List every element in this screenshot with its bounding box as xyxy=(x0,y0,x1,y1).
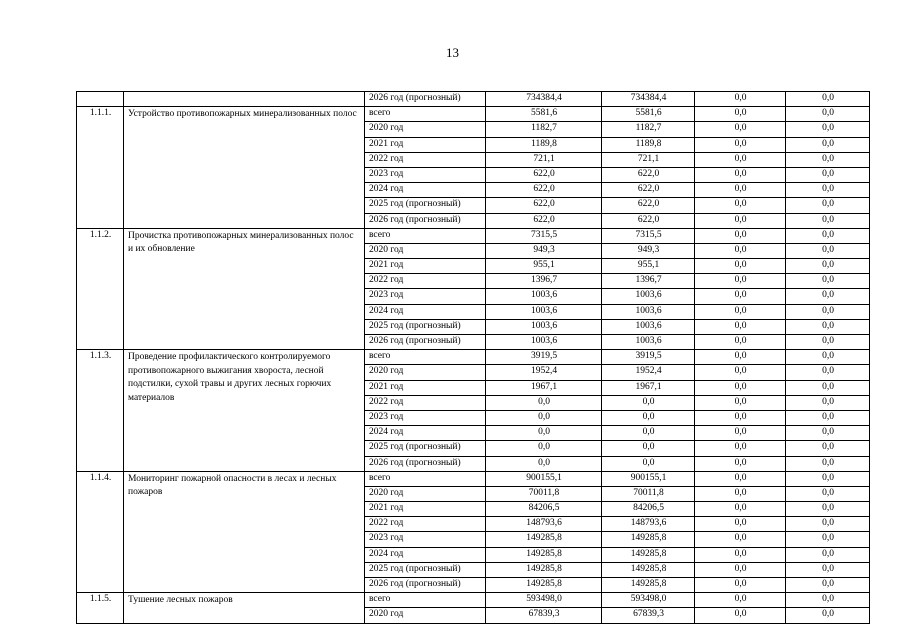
value-cell: 0,0 xyxy=(602,456,695,471)
value-cell: 1003,6 xyxy=(602,319,695,334)
period-cell: 2025 год (прогнозный) xyxy=(365,319,486,334)
value-cell: 0,0 xyxy=(695,608,786,623)
value-cell: 0,0 xyxy=(486,410,602,425)
value-cell: 0,0 xyxy=(786,517,870,532)
item-code: 1.1.4. xyxy=(77,471,124,593)
value-cell: 0,0 xyxy=(602,441,695,456)
value-cell: 0,0 xyxy=(602,395,695,410)
value-cell: 0,0 xyxy=(786,486,870,501)
period-cell: 2021 год xyxy=(365,380,486,395)
value-cell: 0,0 xyxy=(786,456,870,471)
value-cell: 0,0 xyxy=(695,456,786,471)
period-cell: 2020 год xyxy=(365,608,486,623)
value-cell: 0,0 xyxy=(786,410,870,425)
value-cell: 0,0 xyxy=(786,137,870,152)
value-cell: 734384,4 xyxy=(486,92,602,107)
period-cell: 2023 год xyxy=(365,289,486,304)
value-cell: 149285,8 xyxy=(602,578,695,593)
value-cell: 0,0 xyxy=(786,471,870,486)
value-cell: 1396,7 xyxy=(602,274,695,289)
value-cell: 0,0 xyxy=(786,608,870,623)
period-cell: 2022 год xyxy=(365,517,486,532)
value-cell: 149285,8 xyxy=(486,562,602,577)
period-cell: 2025 год (прогнозный) xyxy=(365,441,486,456)
value-cell: 0,0 xyxy=(695,410,786,425)
value-cell: 70011,8 xyxy=(602,486,695,501)
value-cell: 0,0 xyxy=(602,410,695,425)
value-cell: 593498,0 xyxy=(486,593,602,608)
budget-table xyxy=(76,91,870,624)
table-row xyxy=(77,107,870,122)
value-cell: 900155,1 xyxy=(486,471,602,486)
value-cell: 0,0 xyxy=(786,380,870,395)
value-cell: 1189,8 xyxy=(602,137,695,152)
value-cell: 1003,6 xyxy=(486,304,602,319)
value-cell: 0,0 xyxy=(695,213,786,228)
value-cell: 0,0 xyxy=(695,274,786,289)
value-cell: 0,0 xyxy=(695,517,786,532)
value-cell: 622,0 xyxy=(602,213,695,228)
value-cell: 3919,5 xyxy=(486,350,602,365)
value-cell: 149285,8 xyxy=(486,578,602,593)
period-cell: 2022 год xyxy=(365,152,486,167)
value-cell: 622,0 xyxy=(486,213,602,228)
period-cell: 2020 год xyxy=(365,365,486,380)
value-cell: 149285,8 xyxy=(486,532,602,547)
value-cell: 622,0 xyxy=(602,198,695,213)
value-cell: 1003,6 xyxy=(602,289,695,304)
value-cell: 1189,8 xyxy=(486,137,602,152)
value-cell: 0,0 xyxy=(695,593,786,608)
value-cell: 148793,6 xyxy=(486,517,602,532)
period-cell: всего xyxy=(365,593,486,608)
value-cell: 70011,8 xyxy=(486,486,602,501)
value-cell: 0,0 xyxy=(695,486,786,501)
value-cell: 149285,8 xyxy=(602,547,695,562)
period-cell: всего xyxy=(365,471,486,486)
value-cell: 900155,1 xyxy=(602,471,695,486)
value-cell: 0,0 xyxy=(695,365,786,380)
value-cell: 0,0 xyxy=(695,578,786,593)
value-cell: 0,0 xyxy=(786,562,870,577)
period-cell: 2025 год (прогнозный) xyxy=(365,198,486,213)
value-cell: 0,0 xyxy=(786,304,870,319)
value-cell: 0,0 xyxy=(786,198,870,213)
table-row xyxy=(77,228,870,243)
page-number: 13 xyxy=(446,45,459,60)
value-cell: 0,0 xyxy=(695,319,786,334)
value-cell: 149285,8 xyxy=(486,547,602,562)
value-cell: 1952,4 xyxy=(602,365,695,380)
item-name: Проведение профилактического контролируемого противопожарного выжигания хвороста, лесной подстилки, сухой травы и других лесных горючих материалов xyxy=(124,350,365,472)
value-cell: 955,1 xyxy=(486,259,602,274)
table-row xyxy=(77,92,870,107)
value-cell: 622,0 xyxy=(486,198,602,213)
item-code: 1.1.3. xyxy=(77,350,124,472)
period-cell: 2021 год xyxy=(365,502,486,517)
value-cell: 949,3 xyxy=(602,243,695,258)
period-cell: 2023 год xyxy=(365,532,486,547)
period-cell: 2024 год xyxy=(365,426,486,441)
period-cell: всего xyxy=(365,350,486,365)
value-cell: 0,0 xyxy=(786,243,870,258)
item-code: 1.1.1. xyxy=(77,107,124,229)
period-cell: 2024 год xyxy=(365,183,486,198)
value-cell: 0,0 xyxy=(786,532,870,547)
period-cell: 2020 год xyxy=(365,486,486,501)
period-cell: 2021 год xyxy=(365,259,486,274)
value-cell: 622,0 xyxy=(486,183,602,198)
table-row xyxy=(77,471,870,486)
value-cell: 0,0 xyxy=(786,335,870,350)
value-cell: 0,0 xyxy=(695,228,786,243)
period-cell: 2023 год xyxy=(365,410,486,425)
value-cell: 955,1 xyxy=(602,259,695,274)
item-name: Тушение лесных пожаров xyxy=(124,593,365,623)
value-cell: 0,0 xyxy=(486,441,602,456)
period-cell: 2026 год (прогнозный) xyxy=(365,456,486,471)
value-cell: 149285,8 xyxy=(602,562,695,577)
value-cell: 1003,6 xyxy=(486,319,602,334)
value-cell: 0,0 xyxy=(786,350,870,365)
value-cell: 0,0 xyxy=(786,107,870,122)
value-cell: 0,0 xyxy=(786,92,870,107)
table-row xyxy=(77,350,870,365)
value-cell: 0,0 xyxy=(695,426,786,441)
value-cell: 0,0 xyxy=(786,593,870,608)
value-cell: 0,0 xyxy=(695,532,786,547)
value-cell: 0,0 xyxy=(486,426,602,441)
value-cell: 0,0 xyxy=(786,547,870,562)
value-cell: 0,0 xyxy=(695,380,786,395)
value-cell: 0,0 xyxy=(695,92,786,107)
value-cell: 949,3 xyxy=(486,243,602,258)
table-row xyxy=(77,593,870,608)
value-cell: 0,0 xyxy=(695,167,786,182)
value-cell: 5581,6 xyxy=(486,107,602,122)
value-cell: 0,0 xyxy=(786,578,870,593)
value-cell: 0,0 xyxy=(786,152,870,167)
value-cell: 0,0 xyxy=(695,304,786,319)
value-cell: 0,0 xyxy=(695,562,786,577)
value-cell: 0,0 xyxy=(695,441,786,456)
value-cell: 622,0 xyxy=(602,167,695,182)
value-cell: 0,0 xyxy=(786,289,870,304)
value-cell: 0,0 xyxy=(786,213,870,228)
period-cell: 2023 год xyxy=(365,167,486,182)
value-cell: 1967,1 xyxy=(486,380,602,395)
value-cell: 0,0 xyxy=(695,198,786,213)
period-cell: всего xyxy=(365,228,486,243)
value-cell: 0,0 xyxy=(786,395,870,410)
value-cell: 0,0 xyxy=(786,319,870,334)
value-cell: 7315,5 xyxy=(486,228,602,243)
value-cell: 0,0 xyxy=(695,122,786,137)
period-cell: 2021 год xyxy=(365,137,486,152)
value-cell: 0,0 xyxy=(786,259,870,274)
period-cell: 2020 год xyxy=(365,122,486,137)
value-cell: 5581,6 xyxy=(602,107,695,122)
value-cell: 0,0 xyxy=(695,243,786,258)
value-cell: 0,0 xyxy=(786,502,870,517)
value-cell: 622,0 xyxy=(486,167,602,182)
value-cell: 0,0 xyxy=(486,395,602,410)
period-cell: 2026 год (прогнозный) xyxy=(365,335,486,350)
value-cell: 0,0 xyxy=(695,350,786,365)
period-cell: 2024 год xyxy=(365,304,486,319)
value-cell: 0,0 xyxy=(786,441,870,456)
value-cell: 0,0 xyxy=(602,426,695,441)
value-cell: 1003,6 xyxy=(602,304,695,319)
value-cell: 0,0 xyxy=(786,122,870,137)
item-name: Мониторинг пожарной опасности в лесах и лесных пожаров xyxy=(124,471,365,593)
value-cell: 0,0 xyxy=(695,107,786,122)
period-cell: 2024 год xyxy=(365,547,486,562)
value-cell: 0,0 xyxy=(786,228,870,243)
item-code: 1.1.5. xyxy=(77,593,124,623)
period-cell: всего xyxy=(365,107,486,122)
value-cell: 0,0 xyxy=(695,183,786,198)
item-name: Прочистка противопожарных минерализованных полос и их обновление xyxy=(124,228,365,350)
name-cell-empty xyxy=(124,92,365,107)
period-cell: 2025 год (прогнозный) xyxy=(365,562,486,577)
value-cell: 1952,4 xyxy=(486,365,602,380)
value-cell: 0,0 xyxy=(695,471,786,486)
value-cell: 84206,5 xyxy=(602,502,695,517)
value-cell: 1182,7 xyxy=(486,122,602,137)
value-cell: 1396,7 xyxy=(486,274,602,289)
period-cell: 2026 год (прогнозный) xyxy=(365,213,486,228)
value-cell: 1003,6 xyxy=(486,289,602,304)
value-cell: 149285,8 xyxy=(602,532,695,547)
value-cell: 0,0 xyxy=(695,502,786,517)
value-cell: 67839,3 xyxy=(602,608,695,623)
value-cell: 0,0 xyxy=(695,289,786,304)
value-cell: 67839,3 xyxy=(486,608,602,623)
value-cell: 0,0 xyxy=(695,137,786,152)
value-cell: 0,0 xyxy=(695,259,786,274)
value-cell: 1182,7 xyxy=(602,122,695,137)
value-cell: 3919,5 xyxy=(602,350,695,365)
value-cell: 84206,5 xyxy=(486,502,602,517)
period-cell: 2022 год xyxy=(365,274,486,289)
value-cell: 0,0 xyxy=(786,167,870,182)
value-cell: 622,0 xyxy=(602,183,695,198)
period-cell: 2026 год (прогнозный) xyxy=(365,578,486,593)
item-code: 1.1.2. xyxy=(77,228,124,350)
period-cell: 2026 год (прогнозный) xyxy=(365,92,486,107)
item-name: Устройство противопожарных минерализованных полос xyxy=(124,107,365,229)
value-cell: 7315,5 xyxy=(602,228,695,243)
value-cell: 0,0 xyxy=(786,183,870,198)
value-cell: 0,0 xyxy=(786,365,870,380)
value-cell: 1003,6 xyxy=(602,335,695,350)
code-cell-empty xyxy=(77,92,124,107)
value-cell: 721,1 xyxy=(486,152,602,167)
value-cell: 0,0 xyxy=(486,456,602,471)
value-cell: 1003,6 xyxy=(486,335,602,350)
period-cell: 2022 год xyxy=(365,395,486,410)
value-cell: 0,0 xyxy=(695,335,786,350)
value-cell: 0,0 xyxy=(695,395,786,410)
value-cell: 0,0 xyxy=(786,426,870,441)
value-cell: 0,0 xyxy=(786,274,870,289)
value-cell: 0,0 xyxy=(695,152,786,167)
value-cell: 593498,0 xyxy=(602,593,695,608)
value-cell: 148793,6 xyxy=(602,517,695,532)
value-cell: 1967,1 xyxy=(602,380,695,395)
value-cell: 0,0 xyxy=(695,547,786,562)
value-cell: 734384,4 xyxy=(602,92,695,107)
value-cell: 721,1 xyxy=(602,152,695,167)
period-cell: 2020 год xyxy=(365,243,486,258)
